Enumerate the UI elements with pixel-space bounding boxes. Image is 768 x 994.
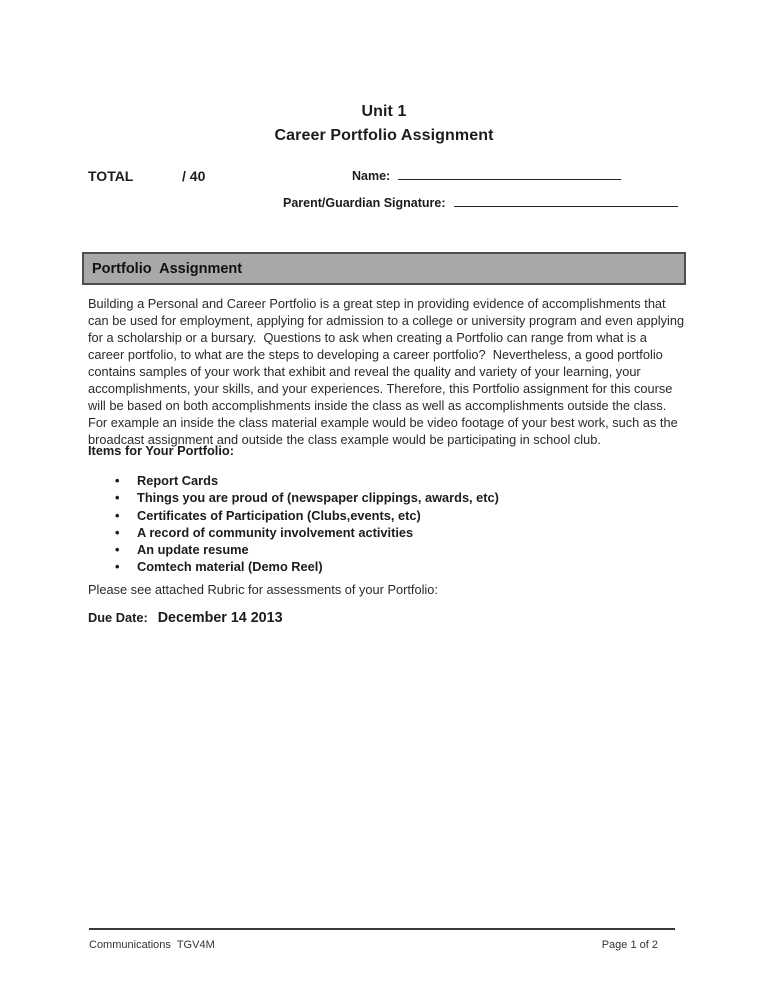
page-footer — [89, 928, 675, 951]
list-item — [115, 507, 499, 524]
bullet-icon: • — [115, 524, 120, 540]
bullet-icon: • — [115, 473, 120, 488]
bullet-icon: • — [115, 507, 120, 523]
bullet-icon: • — [115, 542, 120, 558]
list-item-text: A record of community involvement activities — [137, 524, 414, 540]
portfolio-items-list — [115, 472, 499, 576]
document-title — [0, 100, 768, 147]
total-label: TOTAL — [88, 168, 134, 184]
footer-course-code: Communications TGV4M — [89, 939, 215, 951]
items-heading: Items for Your Portfolio: — [88, 443, 234, 458]
list-item — [115, 472, 499, 489]
bullet-icon: • — [115, 559, 120, 575]
list-item — [115, 489, 499, 506]
signature-blank-line — [454, 195, 678, 207]
due-date-label: Due Date: — [88, 610, 148, 625]
total-score: / 40 — [182, 168, 206, 184]
list-item-text: An update resume — [137, 542, 249, 558]
footer-page-number: Page 1 of 2 — [601, 939, 658, 951]
title-line-1: Unit 1 — [361, 103, 407, 120]
bullet-icon: • — [115, 490, 120, 506]
section-header-text: Portfolio Assignment — [92, 260, 243, 277]
list-item-text: Comtech material (Demo Reel) — [137, 559, 323, 575]
signature-field — [283, 195, 678, 210]
list-item — [115, 524, 499, 541]
list-item — [115, 558, 499, 575]
signature-label: Parent/Guardian Signature: — [283, 196, 446, 210]
section-header-bar — [82, 252, 686, 285]
due-date-value: December 14 2013 — [157, 610, 283, 626]
list-item — [115, 541, 499, 558]
name-label: Name: — [352, 169, 391, 183]
due-date — [88, 609, 283, 627]
list-item-text: Report Cards — [137, 473, 219, 488]
list-item-text: Things you are proud of (newspaper clippings, awards, etc) — [137, 490, 499, 506]
list-item-text: Certificates of Participation (Clubs,events, etc) — [137, 507, 421, 523]
intro-paragraph: Building a Personal and Career Portfolio is a great step in providing evidence of accomplishments that can be used for employment, applying for admission to a college or university program and even applying for a scholarship or a bursary. Questions to ask when creating a Portfolio can range from what is a career portfolio, to what are the steps to developing a career portfolio? Nevertheless, a good portfolio contains samples of your work that exhibit and reveal the quality and variety of your learning, your accomplishments, your skills, and your experiences. Therefore, this Portfolio assignment for this course will be based on both accomplishments inside the class as well as accomplishments outside the class. For example an inside the class material example would be video footage of your best work, such as the broadcast assignment and outside the class example would be participating in school club. — [88, 296, 688, 447]
rubric-note: Please see attached Rubric for assessments of your Portfolio: — [88, 582, 438, 597]
name-field — [352, 168, 621, 183]
title-line-2: Career Portfolio Assignment — [274, 126, 494, 144]
name-blank-line — [398, 168, 621, 180]
